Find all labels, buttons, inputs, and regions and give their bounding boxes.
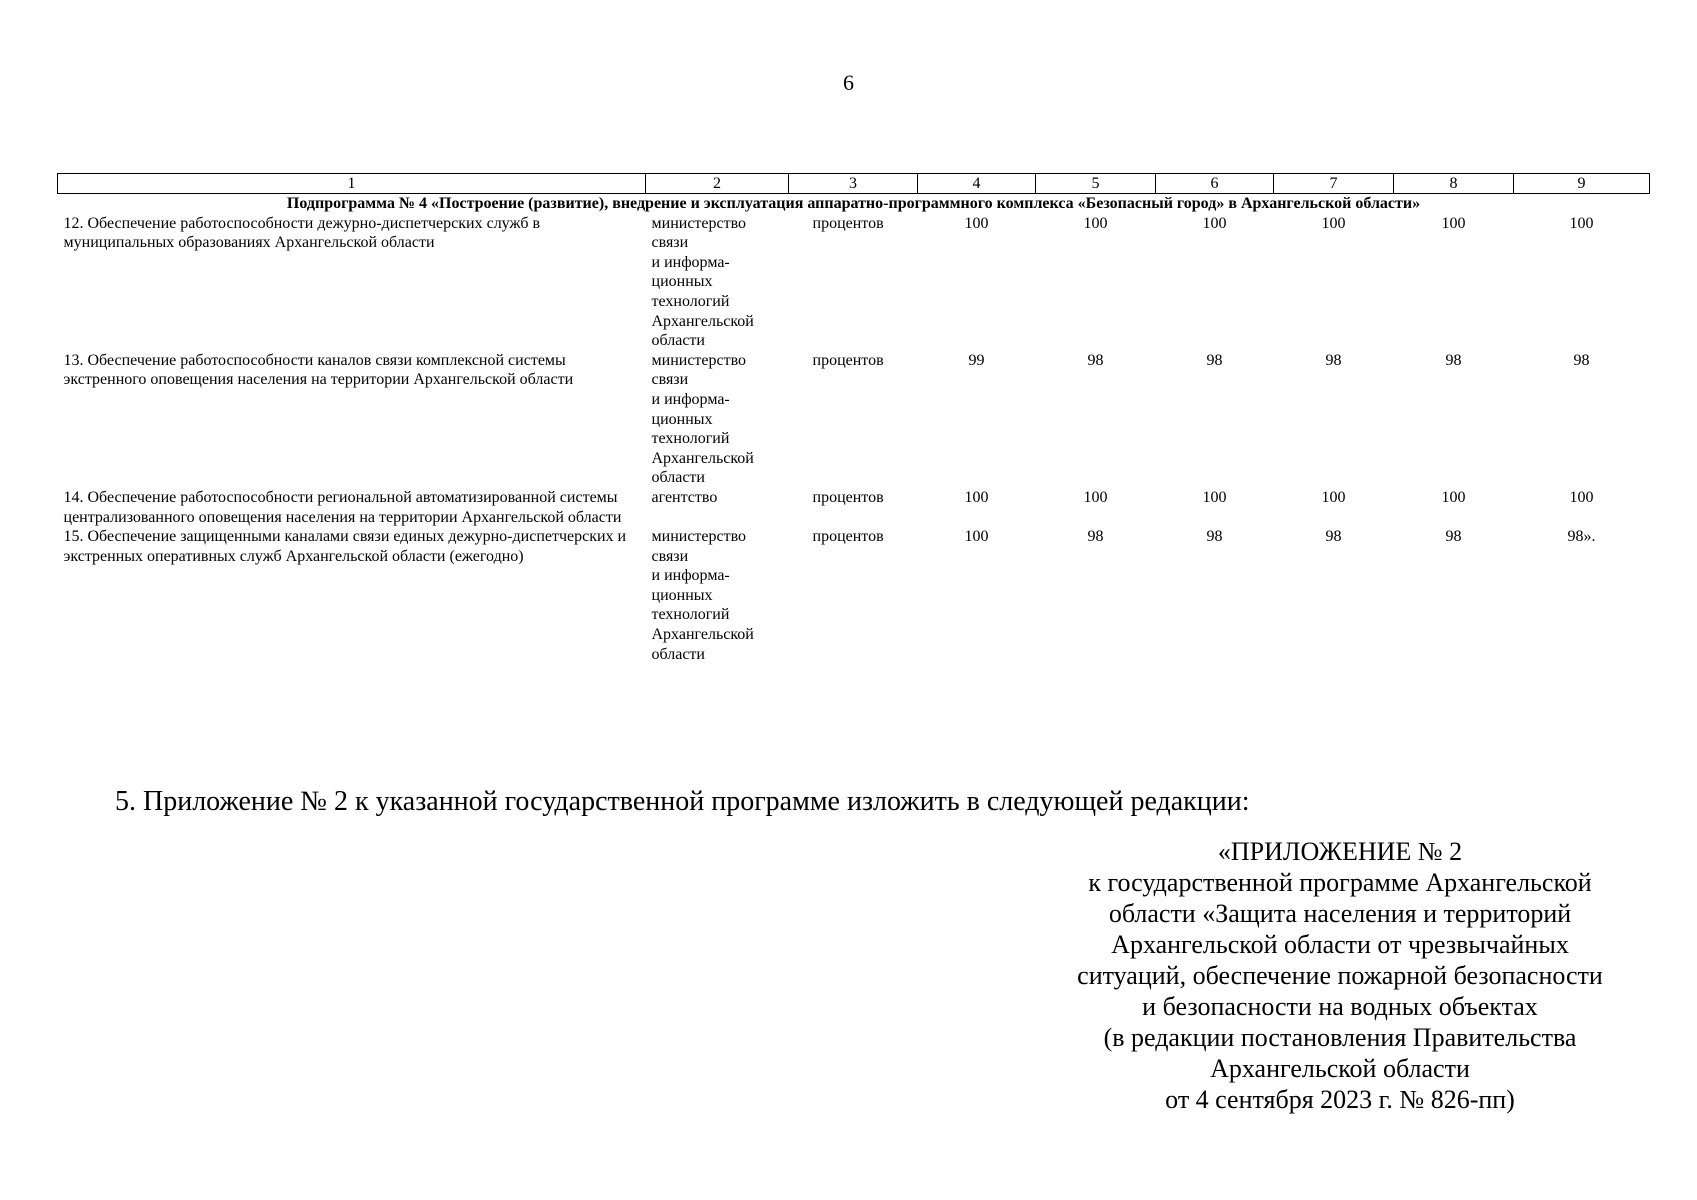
indicator-unit: процентов (812, 528, 884, 546)
appendix-line: (в редакции постановления Правительства (1103, 1023, 1577, 1052)
header-col-3: 3 (789, 174, 918, 194)
table-row (58, 527, 1650, 664)
header-col-2: 2 (646, 174, 789, 194)
header-col-5: 5 (1036, 174, 1156, 194)
subprogram-row (58, 194, 1650, 214)
indicator-unit: процентов (812, 214, 884, 232)
value-col-7: 100 (1321, 488, 1346, 506)
value-col-8: 98 (1445, 528, 1462, 546)
value-col-5: 100 (1083, 488, 1108, 506)
header-col-7: 7 (1274, 174, 1394, 194)
table-header-row (58, 174, 1650, 194)
value-col-8: 98 (1445, 351, 1462, 369)
value-col-8: 100 (1441, 488, 1466, 506)
appendix-line: области «Защита населения и территорий (1108, 899, 1572, 928)
table-row (58, 351, 1650, 488)
appendix-line: «ПРИЛОЖЕНИЕ № 2 (1217, 837, 1463, 866)
indicators-table (57, 173, 1650, 664)
value-col-6: 98 (1206, 528, 1223, 546)
value-col-9: 100 (1569, 488, 1594, 506)
appendix-line: и безопасности на водных объектах (1142, 992, 1538, 1021)
appendix-heading-block (1050, 836, 1630, 1115)
indicators-table-wrapper (57, 173, 1649, 664)
indicator-executor: министерство связи и информа- ционных технологий Архангельской области (651, 214, 754, 350)
value-col-4: 99 (968, 351, 985, 369)
indicator-name: 13. Обеспечение работоспособности каналов связи комплексной системы экстренного оповещения населения на территории Архангельской области (63, 351, 574, 389)
indicator-name: 12. Обеспечение работоспособности дежурно-диспетчерских служб в муниципальных образованиях Архангельской области (63, 214, 541, 252)
appendix-line: к государственной программе Архангельской (1088, 868, 1592, 897)
indicator-executor: агентство (651, 488, 718, 506)
appendix-line: Архангельской области (1210, 1054, 1470, 1083)
value-col-5: 98 (1087, 528, 1104, 546)
value-col-7: 98 (1325, 528, 1342, 546)
value-col-6: 98 (1206, 351, 1223, 369)
value-col-4: 100 (964, 488, 989, 506)
subprogram-title: Подпрограмма № 4 «Построение (развитие), внедрение и эксплуатация аппаратно-программного комплекса «Безопасный город» в Архангельской области» (286, 195, 1421, 212)
value-col-5: 100 (1083, 214, 1108, 232)
indicator-name: 14. Обеспечение работоспособности региональной автоматизированной системы централизованного оповещения населения на территории Архангельской области (63, 488, 622, 526)
table-row (58, 488, 1650, 527)
header-col-4: 4 (918, 174, 1036, 194)
appendix-line: Архангельской области от чрезвычайных (1111, 930, 1569, 959)
header-col-8: 8 (1394, 174, 1514, 194)
appendix-line: от 4 сентября 2023 г. № 826-пп) (1165, 1085, 1515, 1114)
value-col-6: 100 (1202, 214, 1227, 232)
indicator-unit: процентов (812, 351, 884, 369)
value-col-4: 100 (964, 528, 989, 546)
indicator-name: 15. Обеспечение защищенными каналами связи единых дежурно-диспетчерских и экстренных оперативных служб Архангельской области (ежегодно) (63, 528, 627, 565)
indicator-executor: министерство связи и информа- ционных технологий Архангельской области (651, 528, 754, 663)
value-col-7: 100 (1321, 214, 1346, 232)
indicator-executor: министерство связи и информа- ционных технологий Архангельской области (651, 351, 754, 487)
appendix-line: ситуаций, обеспечение пожарной безопасности (1077, 961, 1603, 990)
value-col-7: 98 (1325, 351, 1342, 369)
header-col-6: 6 (1156, 174, 1274, 194)
header-col-9: 9 (1514, 174, 1650, 194)
table-row (58, 214, 1650, 351)
value-col-4: 100 (964, 214, 989, 232)
value-col-9: 98». (1567, 528, 1596, 546)
page-number: 6 (843, 70, 854, 95)
value-col-9: 100 (1569, 214, 1594, 232)
value-col-8: 100 (1441, 214, 1466, 232)
header-col-1: 1 (58, 174, 646, 194)
value-col-5: 98 (1087, 351, 1104, 369)
value-col-6: 100 (1202, 488, 1227, 506)
value-col-9: 98 (1573, 351, 1590, 369)
paragraph-5: 5. Приложение № 2 к указанной государственной программе изложить в следующей редакции: (115, 786, 1250, 817)
indicator-unit: процентов (812, 488, 884, 506)
